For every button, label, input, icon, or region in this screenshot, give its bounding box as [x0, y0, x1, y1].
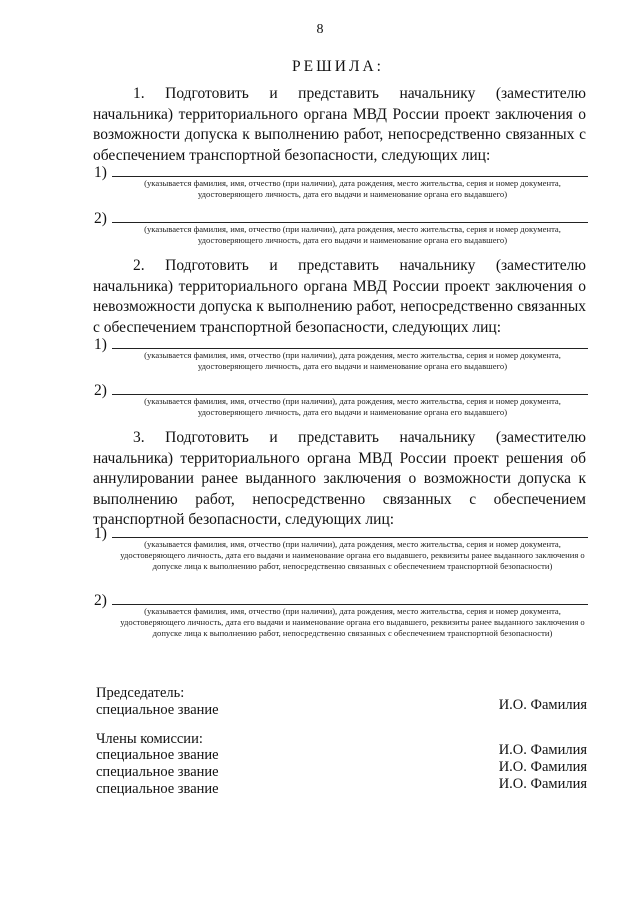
chairman-label: Председатель:: [96, 685, 185, 701]
section-2-item-2-number: 2): [94, 382, 107, 399]
section-3-item-1-number: 1): [94, 525, 107, 542]
section-3-item-1-line[interactable]: [112, 537, 588, 538]
section-1-item-1-hint: (указывается фамилия, имя, отчество (при наличии), дата рождения, место жительства, серия и номер документа, удостоверяющего личность, дата его выдачи и наименование органа его выдавшего): [144, 178, 561, 200]
member-1-name: И.О. Фамилия: [498, 742, 587, 758]
section-2-text: 2. Подготовить и представить начальнику (заместителю начальника) территориального органа МВД России проект заключения о невозможности допуска к выполнению работ, непосредственно связанных с обеспечением транспортной безопасности, следующих лиц:: [93, 257, 586, 336]
members-label: Члены комиссии:: [96, 731, 203, 747]
section-2-item-2-hint: (указывается фамилия, имя, отчество (при наличии), дата рождения, место жительства, серия и номер документа, удостоверяющего личность, дата его выдачи и наименование органа его выдавшего): [144, 396, 561, 418]
section-3-item-2-line[interactable]: [112, 604, 588, 605]
section-2-item-1-number: 1): [94, 336, 107, 353]
chairman-rank: специальное звание: [96, 702, 219, 718]
section-1-item-2-number: 2): [94, 210, 107, 227]
section-1-item-1-number: 1): [94, 164, 107, 181]
section-1-item-1-line[interactable]: [112, 176, 588, 177]
section-1-text: 1. Подготовить и представить начальнику (заместителю начальника) территориального органа МВД России проект заключения о возможности допуска к выполнению работ, непосредственно связанных с обеспечением транспортной безопасности, следующих лиц:: [93, 85, 586, 164]
page-number: 8: [316, 22, 324, 37]
section-1-item-2-line[interactable]: [112, 222, 588, 223]
member-1-rank: специальное звание: [96, 747, 219, 763]
section-3-item-1-hint: (указывается фамилия, имя, отчество (при наличии), дата рождения, место жительства, серия и номер документа, удостоверяющего личность, дата его выдачи и наименование органа его выдавшего, реквизиты ранее выданного заключения о допуске лица к выполнению работ, непосредственно связанных с обеспечением транспортной безопасности): [120, 539, 585, 572]
section-3-item-2-number: 2): [94, 592, 107, 609]
chairman-name: И.О. Фамилия: [498, 697, 587, 713]
member-3-rank: специальное звание: [96, 781, 219, 797]
member-3-name: И.О. Фамилия: [498, 776, 587, 792]
section-2-item-1-hint: (указывается фамилия, имя, отчество (при наличии), дата рождения, место жительства, серия и номер документа, удостоверяющего личность, дата его выдачи и наименование органа его выдавшего): [144, 350, 561, 372]
section-1-item-2-hint: (указывается фамилия, имя, отчество (при наличии), дата рождения, место жительства, серия и номер документа, удостоверяющего личность, дата его выдачи и наименование органа его выдавшего): [144, 224, 561, 246]
section-2-item-1-line[interactable]: [112, 348, 588, 349]
section-3-text: 3. Подготовить и представить начальнику (заместителю начальника) территориального органа МВД России проект решения об аннулировании ранее выданного заключения о возможности допуска к выполнению работ, непосредственно связанных с обеспечением транспортной безопасности, следующих лиц:: [93, 429, 586, 528]
section-2-item-2-line[interactable]: [112, 394, 588, 395]
member-2-name: И.О. Фамилия: [498, 759, 587, 775]
section-3-item-2-hint: (указывается фамилия, имя, отчество (при наличии), дата рождения, место жительства, серия и номер документа, удостоверяющего личность, дата его выдачи и наименование органа его выдавшего, реквизиты ранее выданного заключения о допуске лица к выполнению работ, непосредственно связанных с обеспечением транспортной безопасности): [120, 606, 585, 639]
decision-heading: РЕШИЛА:: [292, 58, 384, 75]
member-2-rank: специальное звание: [96, 764, 219, 780]
